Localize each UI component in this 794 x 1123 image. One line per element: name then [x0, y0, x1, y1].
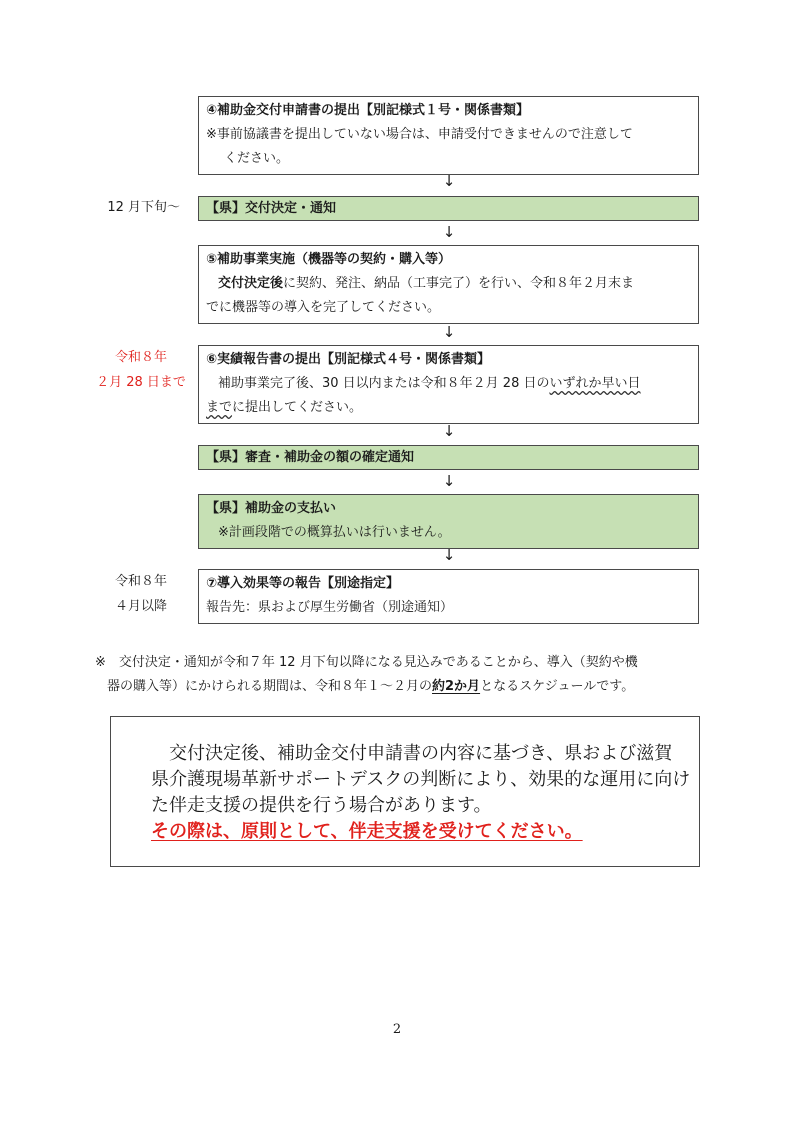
step-5-line1: [206, 272, 692, 296]
flow-arrow-2: ↓: [442, 223, 456, 241]
support-notice-line1: 交付決定後、補助金交付申請書の内容に基づき、県および滋賀: [169, 743, 673, 764]
step-5-line1-rest: に契約、発注、納品（工事完了）を行い、令和８年２月末ま: [283, 276, 635, 291]
decision-title: 【県】交付決定・通知: [206, 201, 337, 216]
step-5-box: [198, 245, 699, 324]
step-4-note-line1: ※事前協議書を提出していない場合は、申請受付できませんので注意して: [206, 127, 633, 142]
step-6-title: ⑥実績報告書の提出【別記様式４号・関係書類】: [206, 352, 491, 367]
flow-arrow-1: ↓: [442, 172, 456, 190]
step-7-timing-label-1: 令和８年: [114, 574, 167, 589]
support-notice-line3: た伴走支援の提供を行う場合があります。: [151, 795, 492, 816]
decision-box: [198, 196, 699, 221]
support-notice-line2: 県介護現場革新サポートデスクの判断により、効果的な運用に向け: [151, 769, 691, 790]
step-4-title: ④補助金交付申請書の提出【別記様式１号・関係書類】: [206, 103, 530, 118]
schedule-note-line1: ※ 交付決定・通知が令和７年 12 月下旬以降になる見込みであることから、導入（契約や機: [95, 655, 638, 670]
step-6-line2-text: に提出してください。: [232, 400, 363, 415]
step-6-deadline-label-1: 令和８年: [114, 350, 167, 365]
support-notice-panel: [110, 716, 700, 867]
step-5-title: ⑤補助事業実施（機器等の契約・購入等）: [206, 252, 452, 267]
step-6-line2: [206, 396, 692, 420]
flow-arrow-3: ↓: [442, 323, 456, 341]
schedule-note-emphasis: 約2か月: [432, 679, 481, 694]
step-5-emphasis: 交付決定後: [218, 276, 284, 291]
step-6-box: [198, 345, 699, 424]
schedule-note-line2-a: 器の購入等）にかけられる期間は、令和８年１～２月の: [107, 679, 433, 694]
schedule-note-line2: [95, 675, 715, 699]
step-7-timing-label-2: ４月以降: [114, 599, 167, 614]
step-7-box: [198, 569, 699, 624]
flow-arrow-6: ↓: [442, 546, 456, 564]
step-7-title: ⑦導入効果等の報告【別途指定】: [206, 576, 400, 591]
step-5-line2: でに機器等の導入を完了してください。: [206, 300, 441, 315]
schedule-note: [95, 651, 715, 699]
flow-arrow-5: ↓: [442, 472, 456, 490]
step-6-line1: [206, 372, 692, 396]
flow-arrow-4: ↓: [442, 422, 456, 440]
payment-box: [198, 494, 699, 549]
decision-timing-label: 12 月下旬～: [107, 200, 180, 215]
support-notice-emphasis: その際は、原則として、伴走支援を受けてください。: [151, 821, 583, 842]
step-4-box: [198, 96, 699, 175]
support-notice-line4: [151, 819, 679, 845]
page-number: 2: [392, 1022, 402, 1037]
review-title: 【県】審査・補助金の額の確定通知: [206, 450, 415, 465]
step-6-line1-text: 補助事業完了後、30 日以内または令和８年２月 28 日の: [218, 376, 550, 391]
step-6-deadline-label-2: ２月 28 日まで: [96, 375, 186, 390]
step-6-emphasis-cont: まで: [206, 400, 233, 415]
payment-title: 【県】補助金の支払い: [206, 501, 337, 516]
step-6-emphasis: いずれか早い日: [549, 376, 641, 391]
step-7-line: 報告先：県および厚生労働省（別途通知）: [206, 600, 454, 615]
payment-note: ※計画段階での概算払いは行いません。: [218, 525, 451, 540]
review-box: [198, 445, 699, 470]
step-4-note-line2: ください。: [224, 151, 290, 166]
schedule-note-line2-c: となるスケジュールです。: [480, 679, 635, 694]
